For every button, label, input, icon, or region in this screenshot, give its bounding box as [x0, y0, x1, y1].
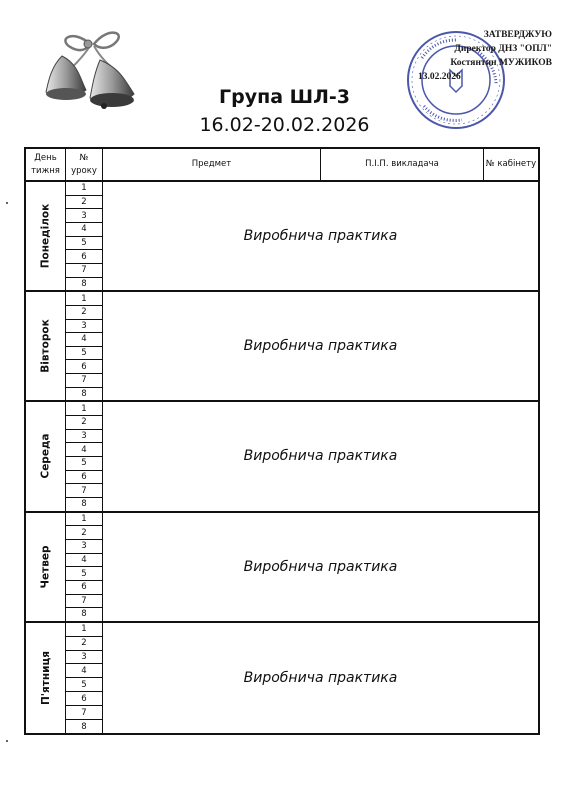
day-block-tuesday — [26, 292, 538, 402]
subject-text: Виробнича практика — [243, 338, 398, 355]
lesson-number: 3 — [66, 651, 102, 665]
lesson-numbers — [66, 513, 103, 621]
lesson-number: 6 — [66, 471, 102, 485]
lesson-number: 7 — [66, 706, 102, 720]
lesson-number: 5 — [66, 347, 102, 361]
lesson-number: 1 — [66, 182, 102, 196]
lesson-number: 5 — [66, 567, 102, 581]
director-name: Костянтин МУЖИКОВ — [450, 58, 552, 68]
lesson-number: 1 — [66, 623, 102, 637]
day-name: П'ятниця — [39, 650, 52, 705]
subject-text: Виробнича практика — [243, 669, 398, 686]
subject-text: Виробнича практика — [243, 448, 398, 465]
lesson-number: 4 — [66, 664, 102, 678]
header-teacher: П.І.П. викладача — [321, 149, 484, 180]
header-subject: Предмет — [103, 149, 321, 180]
day-name-cell — [26, 513, 66, 621]
lesson-number: 1 — [66, 513, 102, 527]
lesson-number: 2 — [66, 196, 102, 210]
day-block-thursday — [26, 513, 538, 623]
lesson-number: 8 — [81, 389, 87, 400]
lesson-number: 8 — [81, 278, 87, 289]
lesson-number: 6 — [66, 250, 102, 264]
lesson-number: 1 — [66, 292, 102, 306]
date-range: 16.02-20.02.2026 — [199, 114, 370, 136]
day-name-cell — [26, 402, 66, 510]
lesson-number: 6 — [66, 360, 102, 374]
subject-text: Виробнича практика — [243, 558, 398, 575]
lesson-number: 2 — [66, 306, 102, 320]
day-name-cell — [26, 292, 66, 400]
lesson-numbers — [66, 292, 103, 400]
lesson-number: 4 — [66, 554, 102, 568]
lesson-number: 8 — [81, 499, 87, 510]
day-block-friday — [26, 623, 538, 733]
lesson-number: 1 — [66, 402, 102, 416]
day-name: Понеділок — [39, 203, 52, 269]
approval-block — [412, 28, 552, 84]
lesson-numbers — [66, 182, 103, 290]
lesson-number: 6 — [66, 692, 102, 706]
lesson-number: 3 — [66, 209, 102, 223]
lesson-number: 5 — [66, 237, 102, 251]
scan-speck — [6, 740, 8, 742]
director-title: Директор ДНЗ "ОПЛ" — [454, 44, 552, 54]
approval-heading: ЗАТВЕРДЖУЮ — [483, 30, 552, 40]
day-name: Середа — [39, 433, 52, 479]
lesson-number: 4 — [66, 333, 102, 347]
scan-speck — [6, 202, 8, 204]
table-header — [26, 149, 538, 182]
lesson-number: 2 — [66, 416, 102, 430]
day-block-wednesday — [26, 402, 538, 512]
page-title: Група ШЛ-3 — [218, 86, 350, 108]
day-name: Четвер — [39, 545, 52, 589]
lesson-number: 8 — [81, 609, 87, 620]
lesson-number: 7 — [66, 264, 102, 278]
header-lesson: № уроку — [66, 149, 103, 180]
lesson-number: 7 — [66, 374, 102, 388]
day-name-cell — [26, 182, 66, 290]
lesson-number: 2 — [66, 526, 102, 540]
schedule-table — [24, 147, 540, 735]
lesson-numbers — [66, 623, 103, 733]
lesson-number: 8 — [81, 721, 87, 732]
lesson-number: 6 — [66, 581, 102, 595]
lesson-number: 3 — [66, 540, 102, 554]
day-name-cell — [26, 623, 66, 733]
lesson-number: 4 — [66, 223, 102, 237]
lesson-number: 3 — [66, 320, 102, 334]
day-block-monday — [26, 182, 538, 292]
lesson-number: 3 — [66, 430, 102, 444]
lesson-number: 7 — [66, 595, 102, 609]
day-name: Вівторок — [39, 319, 52, 373]
lesson-number: 7 — [66, 484, 102, 498]
lesson-numbers — [66, 402, 103, 510]
header-day: День тижня — [26, 149, 66, 180]
subject-text: Виробнича практика — [243, 228, 398, 245]
lesson-number: 2 — [66, 637, 102, 651]
lesson-number: 5 — [66, 678, 102, 692]
header-room: № кабінету — [485, 159, 537, 169]
lesson-number: 4 — [66, 443, 102, 457]
approval-date: 13.02.2026 — [418, 72, 461, 82]
lesson-number: 5 — [66, 457, 102, 471]
